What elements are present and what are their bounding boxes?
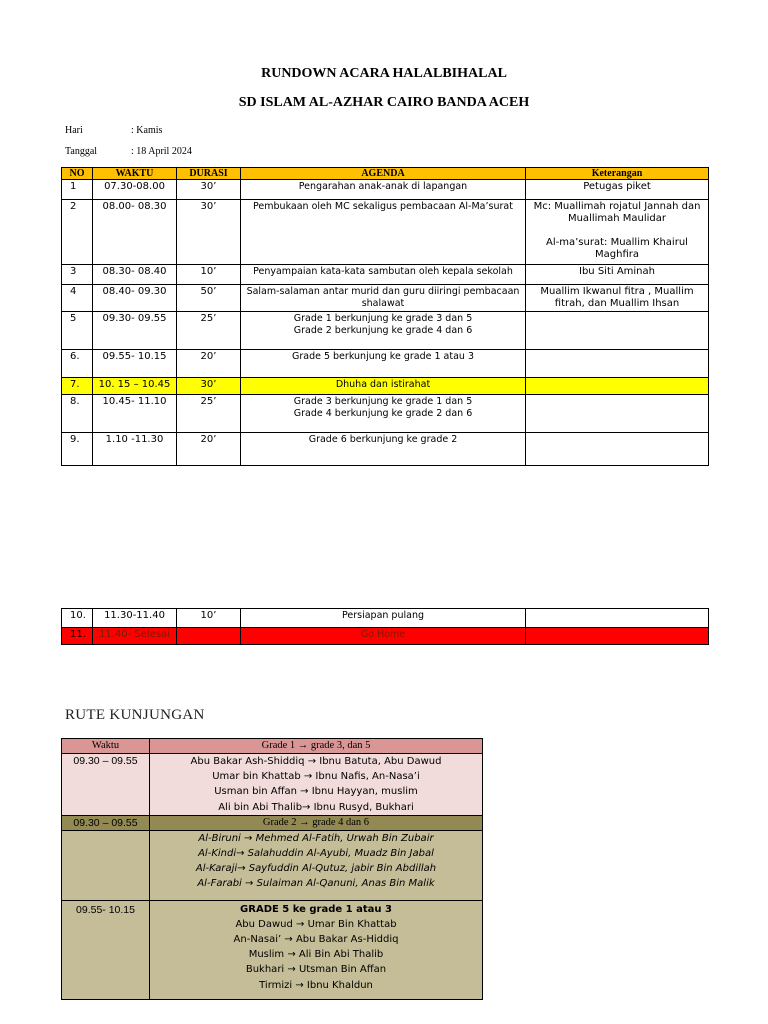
row-agenda: Pengarahan anak-anak di lapangan [241,180,526,200]
row-durasi: 30’ [177,200,241,265]
row-no: 6. [62,350,93,378]
row-no: 5 [62,312,93,350]
header-keterangan: Keterangan [526,168,709,180]
row-keterangan: Muallim Ikwanul fitra , Muallim fitrah, dan Muallim Ihsan [526,285,709,312]
row-durasi: 25’ [177,312,241,350]
row-no: 2 [62,200,93,265]
row-keterangan: Ibu Siti Aminah [526,265,709,285]
row-no: 9. [62,433,93,466]
row-waktu: 11.30-11.40 [93,609,177,628]
row-waktu: 08.00- 08.30 [93,200,177,265]
row-durasi: 50’ [177,285,241,312]
row-keterangan [526,200,709,265]
day-label: Hari [65,125,83,136]
row-agenda: Penyampaian kata-kata sambutan oleh kepala sekolah [241,265,526,285]
row-durasi: 30’ [177,180,241,200]
agenda-line-1: Grade 3 berkunjung ke grade 1 dan 5 [293,396,473,407]
keterangan-mc: Mc: Muallimah rojatul Jannah dan Muallimah Maulidar [533,201,701,224]
row-waktu: 11.40- Selesai [93,628,177,645]
table-row [62,285,709,312]
route-group2-row [62,830,483,900]
table-row [62,350,709,378]
row-waktu: 09.30- 09.55 [93,312,177,350]
route-line: Muslim → Ali Bin Abi Thalib [248,949,384,961]
route-group2-waktu: 09.30 – 09.55 [62,815,150,830]
row-keterangan [526,628,709,645]
row-no: 4 [62,285,93,312]
row-agenda: Grade 6 berkunjung ke grade 2 [241,433,526,466]
table-row [62,433,709,466]
row-agenda: Dhuha dan istirahat [241,378,526,395]
schedule-header-row [62,168,709,180]
table-row-highlight [62,628,709,645]
route-line: Umar bin Khattab → Ibnu Nafis, An-Nasa’i [212,771,420,783]
header-no: NO [62,168,93,180]
row-waktu: 09.55- 10.15 [93,350,177,378]
row-keterangan [526,378,709,395]
table-row [62,609,709,628]
row-agenda: Pembukaan oleh MC sekaligus pembacaan Al-Ma’surat [241,200,526,265]
row-no: 7. [62,378,93,395]
row-durasi: 30’ [177,378,241,395]
table-row [62,265,709,285]
header-waktu: WAKTU [93,168,177,180]
row-durasi [177,628,241,645]
row-no: 10. [62,609,93,628]
row-agenda [241,312,526,350]
route-group3-row [62,900,483,999]
agenda-line-2: Grade 4 berkunjung ke grade 2 dan 6 [293,408,473,419]
route-group3-title: GRADE 5 ke grade 1 atau 3 [240,903,392,915]
table-row [62,395,709,433]
route-line: Usman bin Affan → Ibnu Hayyan, muslim [214,786,418,798]
agenda-line-2: Grade 2 berkunjung ke grade 4 dan 6 [293,325,473,336]
row-no: 3 [62,265,93,285]
row-no: 8. [62,395,93,433]
route-col-waktu: Waktu [62,739,150,754]
header-durasi: DURASI [177,168,241,180]
table-row [62,312,709,350]
row-waktu: 07.30-08.00 [93,180,177,200]
route-group1-lines [150,754,483,816]
row-agenda: Persiapan pulang [241,609,526,628]
schedule-table [61,167,709,466]
row-keterangan: Petugas piket [526,180,709,200]
row-keterangan [526,350,709,378]
table-row [62,180,709,200]
row-agenda: Go Home [241,628,526,645]
document-title: RUNDOWN ACARA HALALBIHALAL [261,66,507,81]
row-keterangan [526,609,709,628]
row-no: 1 [62,180,93,200]
header-agenda: AGENDA [241,168,526,180]
route-line: Al-Kindi→ Salahuddin Al-Ayubi, Muadz Bin Jabal [198,848,434,860]
row-waktu: 10. 15 – 10.45 [93,378,177,395]
route-line: Al-Biruni → Mehmed Al-Fatih, Urwah Bin Zubair [198,832,434,844]
route-line: Bukhari → Utsman Bin Affan [245,964,387,976]
day-value: : Kamis [131,125,163,136]
row-durasi: 20’ [177,350,241,378]
row-durasi: 20’ [177,433,241,466]
row-agenda: Salam-salaman antar murid dan guru diiringi pembacaan shalawat [241,285,526,312]
row-keterangan [526,312,709,350]
row-waktu: 08.30- 08.40 [93,265,177,285]
date-label: Tanggal [65,146,98,157]
route-line: Abu Bakar Ash-Shiddiq → Ibnu Batuta, Abu Dawud [190,756,442,767]
schedule-table-continued [61,608,709,645]
route-line: Al-Farabi → Sulaiman Al-Qanuni, Anas Bin Malik [197,878,435,890]
row-waktu: 08.40- 09.30 [93,285,177,312]
route-group1-waktu: 09.30 – 09.55 [62,754,150,816]
agenda-line-1: Grade 1 berkunjung ke grade 3 dan 5 [293,313,473,324]
row-durasi: 25’ [177,395,241,433]
row-no: 11. [62,628,93,645]
route-line: Tirmizi → Ibnu Khaldun [259,979,373,991]
route-group2-lines [150,830,483,900]
route-line: An-Nasai’ → Abu Bakar As-Hiddiq [233,934,399,946]
row-keterangan [526,433,709,466]
route-group1-row [62,754,483,816]
row-durasi: 10’ [177,265,241,285]
row-waktu: 1.10 -11.30 [93,433,177,466]
row-waktu: 10.45- 11.10 [93,395,177,433]
row-keterangan [526,395,709,433]
route-line: Al-Karaji→ Sayfuddin Al-Qutuz, jabir Bin Abdillah [195,863,437,875]
row-durasi: 10’ [177,609,241,628]
route-header-row [62,739,483,754]
route-group3-waktu: 09.55- 10.15 [62,900,150,999]
route-group2-empty [62,830,150,900]
route-group2-header-row [62,815,483,830]
route-line: Ali bin Abi Thalib→ Ibnu Rusyd, Bukhari [218,801,414,813]
keterangan-almasurat: Al-ma’surat: Muallim Khairul Maghfira [546,237,688,260]
route-group1-header: Grade 1 → grade 3, dan 5 [150,739,483,754]
school-name: SD ISLAM AL-AZHAR CAIRO BANDA ACEH [238,95,530,110]
route-group3-lines [150,900,483,999]
table-row [62,200,709,265]
row-agenda: Grade 5 berkunjung ke grade 1 atau 3 [241,350,526,378]
date-value: : 18 April 2024 [131,146,192,157]
route-line: Abu Dawud → Umar Bin Khattab [235,918,397,930]
route-table [61,738,483,1000]
route-group2-header: Grade 2 → grade 4 dan 6 [150,815,483,830]
table-row-highlight [62,378,709,395]
route-section-title: RUTE KUNJUNGAN [65,707,205,723]
row-agenda [241,395,526,433]
